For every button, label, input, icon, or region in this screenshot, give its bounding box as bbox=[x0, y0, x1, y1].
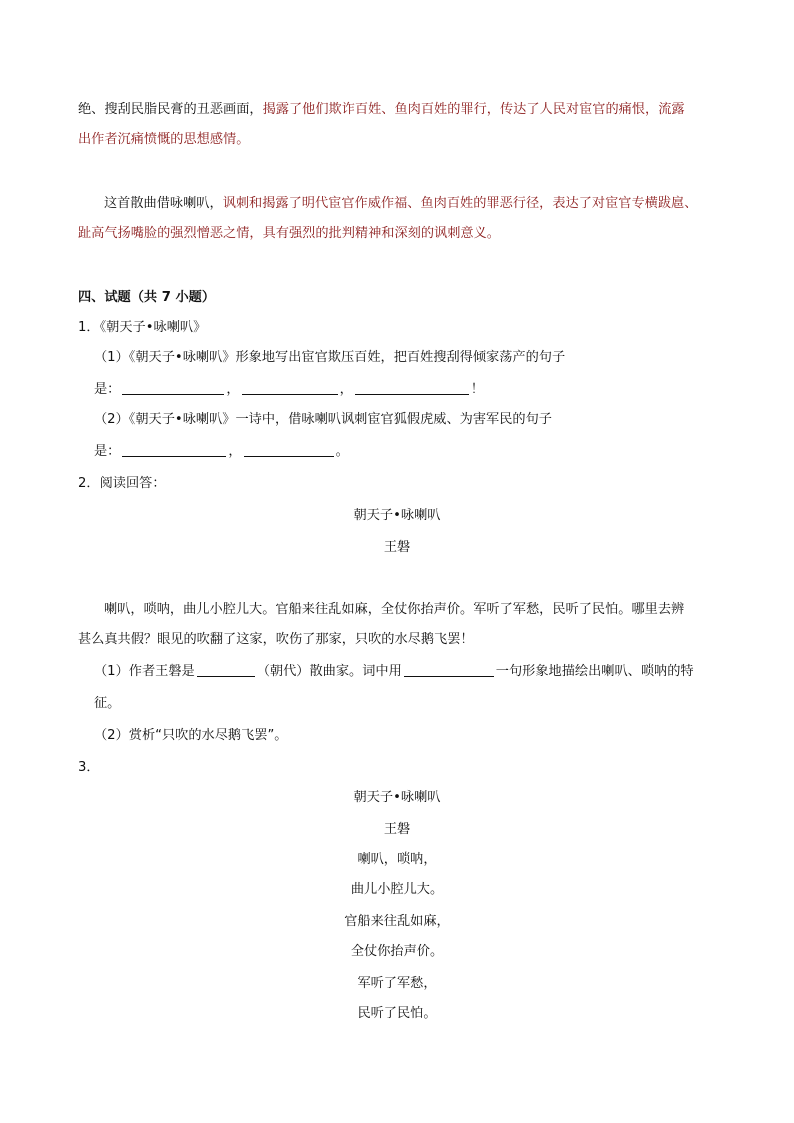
q1-title: 1．《朝天子•咏喇叭》 bbox=[78, 320, 207, 335]
para2-line-1-red: 讽刺和揭露了明代宦官作威作福、鱼肉百姓的罪恶行径，表达了对宦官专横跋扈、 bbox=[222, 196, 698, 211]
q1-sub1-answer-line bbox=[94, 380, 484, 400]
q2-sub1-a: （1）作者王磐是 bbox=[94, 664, 195, 679]
q3-poem-line-3: 官船来往乱如麻， bbox=[344, 914, 450, 929]
q3-title: 3． bbox=[78, 760, 100, 775]
intro-line-1-red: 揭露了他们欺诈百姓、鱼肉百姓的罪行，传达了人民对宦官的痛恨，流露 bbox=[262, 102, 685, 117]
q1-blank-4[interactable] bbox=[122, 442, 226, 457]
q2-poem-line-2: 甚么真共假？眼见的吹翻了这家，吹伤了那家，只吹的水尽鹅飞罢！ bbox=[78, 632, 474, 647]
para2-line-1-black: 这首散曲借咏喇叭， bbox=[104, 196, 223, 211]
q1-blank-5[interactable] bbox=[244, 442, 334, 457]
q1-end-2: 。 bbox=[335, 444, 349, 459]
q1-blank-3[interactable] bbox=[355, 380, 469, 395]
q1-sub2-text: （2）《朝天子•咏喇叭》一诗中，借咏喇叭讽刺宦官狐假虎威、为害军民的句子 bbox=[94, 412, 552, 427]
q2-poem-author: 王磐 bbox=[383, 540, 411, 555]
para2-line-2: 趾高气扬嘴脸的强烈憎恶之情，具有强烈的批判精神和深刻的讽刺意义。 bbox=[78, 226, 500, 241]
q3-poem-line-4: 全仗你抬声价。 bbox=[350, 944, 444, 959]
q2-title: 2．阅读回答： bbox=[78, 476, 166, 491]
para2-line-1 bbox=[104, 194, 697, 214]
q2-sub1-b: （朝代）散曲家。词中用 bbox=[256, 664, 402, 679]
q3-poem-title: 朝天子•咏喇叭 bbox=[353, 790, 441, 805]
q1-sep-1: ， bbox=[226, 382, 240, 397]
q1-sub1-text: （1）《朝天子•咏喇叭》形象地写出宦官欺压百姓，把百姓搜刮得倾家荡产的句子 bbox=[94, 350, 566, 365]
q2-poem-title: 朝天子•咏喇叭 bbox=[353, 508, 441, 523]
q1-sub2-answer-line bbox=[94, 442, 349, 462]
q3-poem-line-5: 军听了军愁， bbox=[357, 976, 437, 991]
q1-end-1: ！ bbox=[470, 382, 484, 397]
q2-sub2: （2）赏析“只吹的水尽鹅飞罢”。 bbox=[94, 728, 288, 743]
intro-line-1-black: 绝、搜刮民脂民膏的丑恶画面， bbox=[78, 102, 263, 117]
q2-sub1-line bbox=[94, 662, 694, 682]
q2-sub1-d: 征。 bbox=[94, 696, 121, 711]
q2-sub1-c: 一句形象地描绘出喇叭、唢呐的特 bbox=[495, 664, 694, 679]
intro-line-1 bbox=[78, 100, 685, 120]
q2-blank-1[interactable] bbox=[197, 662, 255, 677]
q2-poem-line-1: 喇叭，唢呐，曲儿小腔儿大。官船来往乱如麻，全仗你抬声价。军听了军愁，民听了民怕。哪里去辨 bbox=[104, 602, 685, 617]
q1-blank-1[interactable] bbox=[122, 380, 224, 395]
q1-sub1-prefix: 是： bbox=[94, 382, 121, 397]
q3-poem-author: 王磐 bbox=[383, 822, 411, 837]
q1-blank-2[interactable] bbox=[242, 380, 338, 395]
intro-line-2: 出作者沉痛愤慨的思想感情。 bbox=[78, 132, 250, 147]
q3-poem-line-2: 曲儿小腔儿大。 bbox=[350, 882, 444, 897]
q2-blank-2[interactable] bbox=[404, 662, 494, 677]
q3-poem-line-6: 民听了民怕。 bbox=[357, 1006, 437, 1021]
q1-sub2-prefix: 是： bbox=[94, 444, 121, 459]
section-heading: 四、试题（共 7 小题） bbox=[78, 290, 216, 305]
q3-poem-line-1: 喇叭，唢呐， bbox=[357, 852, 437, 867]
q1-sep-3: ， bbox=[228, 444, 242, 459]
q1-sep-2: ， bbox=[339, 382, 353, 397]
